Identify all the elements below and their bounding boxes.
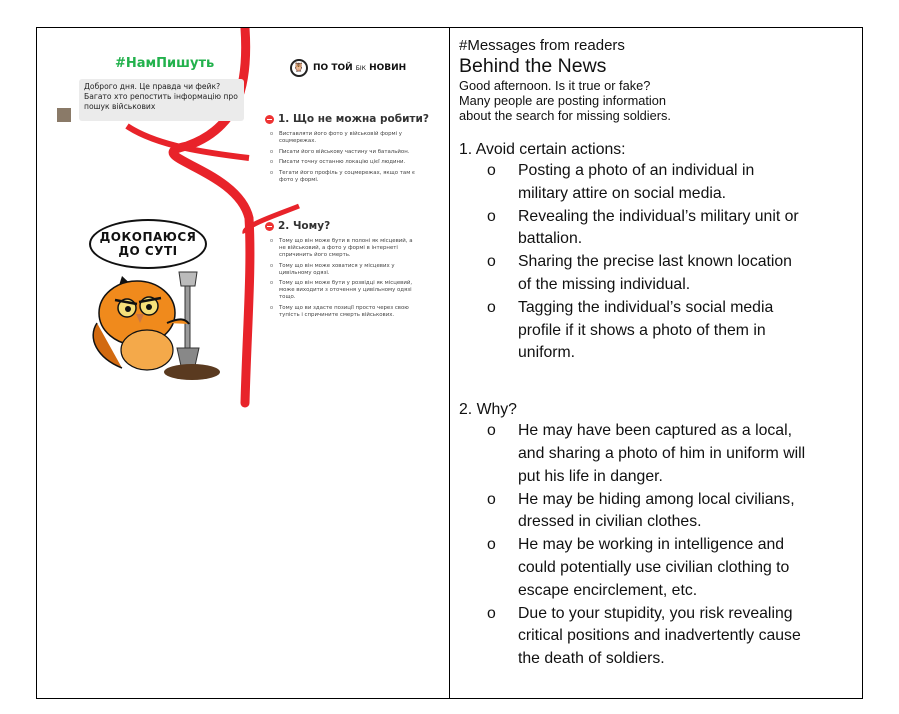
section2-list — [459, 420, 859, 671]
list-item: o Писати його військову частину чи батальйон. — [269, 149, 419, 156]
hashtag-title: #НамПишуть — [115, 56, 215, 71]
translation-table — [36, 27, 863, 699]
list-item: o He may have been captured as a local, and sharing a photo of him in uniform will put his life in danger. — [487, 422, 806, 485]
bubble-line: пошук військових — [84, 102, 156, 111]
section2-heading: 2. Чому? — [265, 220, 330, 232]
section1-heading: 1. Avoid certain actions: — [459, 141, 626, 158]
intro-line: Good afternoon. Is it true or fake? — [459, 78, 651, 93]
list-item: o Тому що ви здасте позиції просто через свою тупість і спричините смерть військових. — [269, 305, 419, 319]
avatar — [57, 108, 71, 122]
list-item: o Sharing the precise last known location of the missing individual. — [487, 253, 792, 293]
brand-logo — [290, 59, 406, 77]
list-item: o Tagging the individual’s social media profile if it shows a photo of them in uniform. — [487, 298, 774, 362]
speech-bubble: ДОКОПАЮСЯ ДО СУТІ — [89, 219, 207, 269]
bubble-line: Багато хто репостить інформацію про — [84, 92, 238, 101]
section1-list — [459, 160, 859, 365]
list-item: o Due to your stupidity, you risk revealing critical positions and inadvertently cause the death of soldiers. — [487, 604, 801, 668]
intro-line: Many people are posting information — [459, 93, 667, 108]
owl-digging-illustration — [67, 268, 227, 388]
list-item: o Тому що він може бути в полоні як місцевий, а не військовий, а фото у формі в інтернеті спричинить його смерть. — [269, 238, 419, 259]
list-item: o He may be working in intelligence and could potentially use civilian clothing to escape encirclement, etc. — [487, 536, 790, 599]
hashtag-heading: #Messages from readers — [459, 37, 625, 54]
column-divider — [449, 28, 450, 698]
list-item: o Revealing the individual’s military unit or battalion. — [487, 207, 799, 248]
list-item: o Тому що він може ховатися у місцевих у цивільному одязі. — [269, 263, 419, 277]
list-item: o Писати точну останню локацію цієї людини. — [269, 159, 419, 166]
section2-heading: 2. Why? — [459, 401, 517, 419]
bubble-line: Доброго дня. Це правда чи фейк? — [84, 82, 221, 91]
list-item: o Posting a photo of an individual in military attire on social media. — [487, 162, 755, 202]
list-item: o Тому що він може бути у розвідці як місцевий, може виходити з оточення у цивільному одязі тощо. — [269, 280, 419, 301]
reader-message-bubble — [79, 79, 244, 121]
stop-icon — [265, 222, 274, 231]
list-item: o Виставляти його фото у військовій формі у соцмережах. — [269, 131, 419, 145]
intro-line: about the search for missing soldiers. — [459, 108, 671, 123]
stop-icon — [265, 115, 274, 124]
owl-logo-icon: 🦉 — [290, 59, 308, 77]
section1-heading: 1. Що не можна робити? — [265, 113, 429, 125]
list-item: o He may be hiding among local civilians, dressed in civilian clothes. — [487, 490, 795, 531]
infographic-image — [37, 28, 449, 698]
section1-list — [269, 131, 419, 187]
brand-name: ПО ТОЙ БІК НОВИН — [313, 63, 407, 73]
translation-text — [459, 36, 859, 671]
list-item: o Тегати його профіль у соцмережах, якщо там є фото у формі. — [269, 170, 419, 184]
section2-list — [269, 238, 419, 322]
page-title: Behind the News — [459, 55, 607, 77]
